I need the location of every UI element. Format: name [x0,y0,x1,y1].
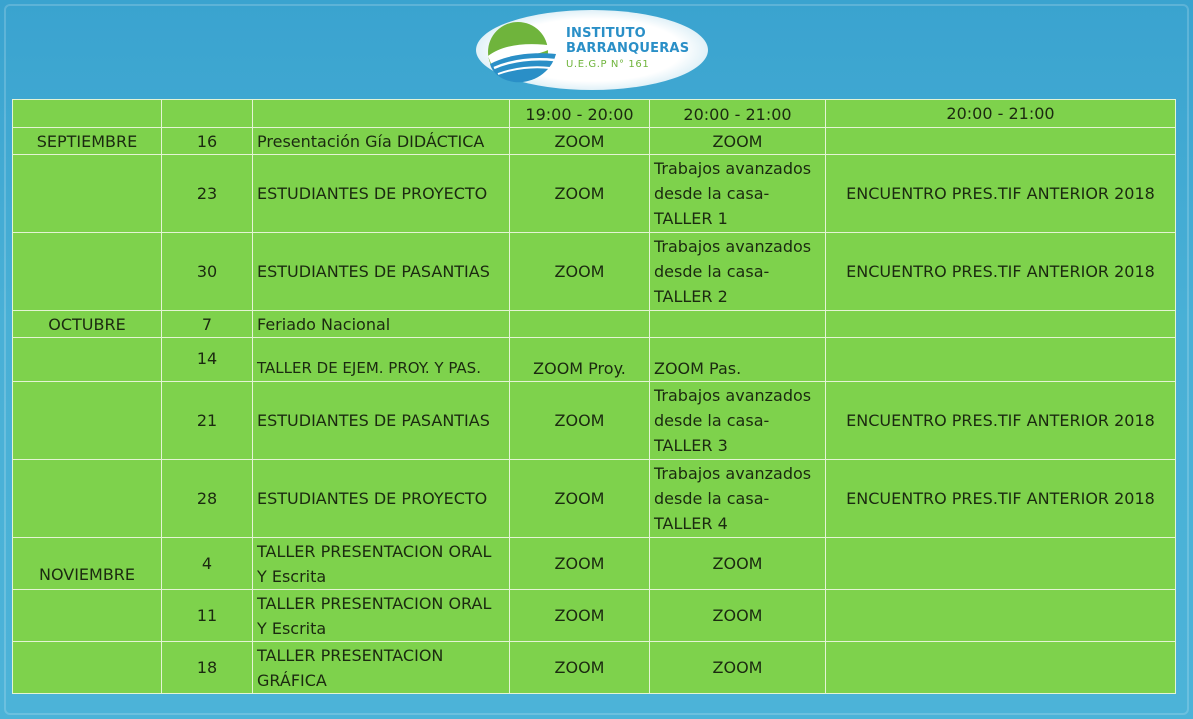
slot-2-line: desde la casa- [654,262,770,281]
header-cell [253,100,510,128]
slot-3-cell [826,128,1176,155]
slot-2-cell: ZOOM [650,128,826,155]
slot-2-line: desde la casa- [654,489,770,508]
slot-2-cell [650,233,826,311]
slot-3-cell: ENCUENTRO PRES.TIF ANTERIOR 2018 [826,382,1176,460]
slot-2-cell [650,155,826,233]
slot-3-cell: ENCUENTRO PRES.TIF ANTERIOR 2018 [826,233,1176,311]
activity-line: GRÁFICA [257,670,327,690]
slot-1-cell: ZOOM [510,382,650,460]
activity-cell [253,538,510,590]
table-row [13,460,1176,538]
month-cell [13,338,162,382]
table-row [13,538,1176,590]
table-row [13,155,1176,233]
day-cell: 7 [162,311,253,338]
month-cell [13,155,162,233]
activity-cell: Feriado Nacional [253,311,510,338]
activity-cell: ESTUDIANTES DE PASANTIAS [253,233,510,311]
logo-emblem-icon [484,16,558,86]
activity-cell: ESTUDIANTES DE PASANTIAS [253,382,510,460]
month-cell: NOVIEMBRE [13,538,162,590]
slot-3-cell [826,338,1176,382]
activity-cell: TALLER DE EJEM. PROY. Y PAS. [253,338,510,382]
day-cell: 14 [162,338,253,382]
activity-cell: ESTUDIANTES DE PROYECTO [253,460,510,538]
day-cell: 23 [162,155,253,233]
slot-3-cell [826,590,1176,642]
slot-2-line: Trabajos avanzados [654,159,812,178]
slot-2-line: Trabajos avanzados [654,386,812,405]
activity-line: TALLER PRESENTACION [257,645,444,665]
table-row [13,128,1176,155]
slot-1-cell [510,311,650,338]
day-cell: 21 [162,382,253,460]
month-cell: SEPTIEMBRE [13,128,162,155]
table-row [13,311,1176,338]
slot-2-cell: ZOOM [650,538,826,590]
slot-2-line: Trabajos avanzados [654,464,812,483]
slot-2-line: Trabajos avanzados [654,237,812,256]
slot-3-cell: ENCUENTRO PRES.TIF ANTERIOR 2018 [826,155,1176,233]
month-cell [13,642,162,694]
slot-2-cell: ZOOM Pas. [650,338,826,382]
month-cell: OCTUBRE [13,311,162,338]
slot-2-cell [650,460,826,538]
table-row [13,642,1176,694]
month-cell [13,233,162,311]
activity-line: Y Escrita [257,618,327,638]
table-row [13,233,1176,311]
logo-line-3: U.E.G.P N° 161 [566,59,650,70]
slot-2-line: TALLER 2 [654,287,728,306]
slot-3-cell [826,642,1176,694]
day-cell: 18 [162,642,253,694]
slot-2-line: TALLER 4 [654,514,728,533]
activity-line: TALLER PRESENTACION ORAL [257,541,492,561]
slot-1-cell: ZOOM [510,590,650,642]
month-cell [13,590,162,642]
day-cell: 30 [162,233,253,311]
header-cell [13,100,162,128]
slot-3-cell: ENCUENTRO PRES.TIF ANTERIOR 2018 [826,460,1176,538]
activity-line: TALLER PRESENTACION ORAL [257,593,492,613]
logo-line-1: INSTITUTO [566,26,646,41]
header-time-1: 19:00 - 20:00 [510,100,650,128]
header-cell [162,100,253,128]
table-row [13,590,1176,642]
table-header-row [13,100,1176,128]
table-row [13,338,1176,382]
slot-2-line: desde la casa- [654,411,770,430]
activity-cell [253,590,510,642]
slot-2-line: desde la casa- [654,184,770,203]
activity-cell: Presentación Gía DIDÁCTICA [253,128,510,155]
institute-logo [476,10,708,90]
slot-3-cell [826,538,1176,590]
logo-line-2: BARRANQUERAS [566,41,690,56]
slot-2-cell: ZOOM [650,642,826,694]
header-time-2: 20:00 - 21:00 [650,100,826,128]
slot-1-cell: ZOOM [510,128,650,155]
day-cell: 16 [162,128,253,155]
table-row [13,382,1176,460]
slot-2-line: TALLER 3 [654,436,728,455]
day-cell: 28 [162,460,253,538]
slot-1-cell: ZOOM [510,460,650,538]
day-cell: 11 [162,590,253,642]
month-cell [13,382,162,460]
activity-cell [253,642,510,694]
slot-1-cell: ZOOM Proy. [510,338,650,382]
slot-2-cell: ZOOM [650,590,826,642]
slot-1-cell: ZOOM [510,155,650,233]
schedule-table [12,99,1176,694]
month-cell [13,460,162,538]
activity-cell: ESTUDIANTES DE PROYECTO [253,155,510,233]
slot-1-cell: ZOOM [510,642,650,694]
activity-line: Y Escrita [257,566,327,586]
slot-1-cell: ZOOM [510,233,650,311]
slot-3-cell [826,311,1176,338]
slot-2-cell [650,311,826,338]
slot-2-line: TALLER 1 [654,209,728,228]
slot-1-cell: ZOOM [510,538,650,590]
slot-2-cell [650,382,826,460]
header-time-3: 20:00 - 21:00 [826,100,1176,128]
day-cell: 4 [162,538,253,590]
